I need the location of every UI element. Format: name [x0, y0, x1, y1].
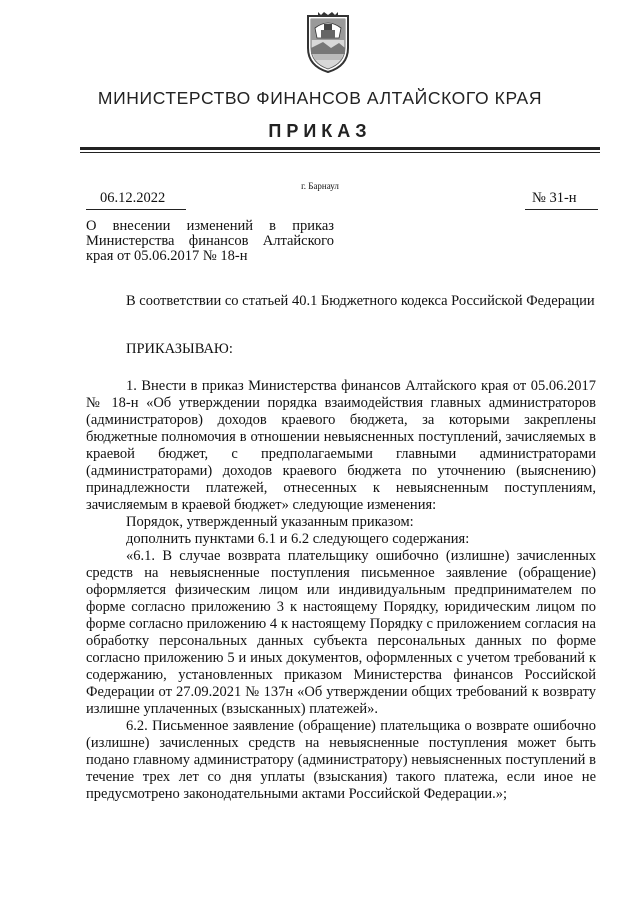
- legal-basis-paragraph: В соответствии со статьей 40.1 Бюджетного кодекса Российской Федерации: [126, 293, 595, 309]
- procedure-paragraph: Порядок, утвержденный указанным приказом:: [126, 514, 414, 530]
- ministry-name: МИНИСТЕРСТВО ФИНАНСОВ АЛТАЙСКОГО КРАЯ: [97, 88, 543, 108]
- order-number: № 31-н: [532, 190, 577, 206]
- date-underline: [86, 209, 186, 210]
- order-body: [86, 293, 596, 803]
- item-1-paragraph: 1. Внести в приказ Министерства финансов Алтайского края от 05.06.2017 № 18-н «Об утверждении порядка взаимодействия главных администраторов (администраторов) доходов краевого бюджета, за которыми закреплены бюджетные полномочия в отношении невыясненных поступлений, зачисляемых в краевой бюджет, с предполагаемыми главными администраторами (администраторами) доходов краевого бюджета по уточнению (выяснению) принадлежности платежей, отнесенных к невыясненным поступлениям, зачисляемым в краевой бюджет» следующие изменения:: [86, 378, 596, 513]
- item-6-1-paragraph: «6.1. В случае возврата плательщику ошибочно (излишне) зачисленных средств на невыясненные поступления письменное заявление (обращение) оформляется физическим лицом или индивидуальным предпринимателем по форме согласно приложению 3 к настоящему Порядку, юридическим лицом по форме согласно приложению 4 к настоящему Порядку с приложением согласия на обработку персональных данных субъекта персональных данных по форме согласно приложению 5 и иных документов, оформленных с учетом требований к содержанию, установленных приказом Министерства финансов Российской Федерации от 27.09.2021 № 137н «Об утверждении общих требований к возврату излишне уплаченных (взысканных) платежей».: [86, 548, 596, 717]
- header-divider-thick: [80, 147, 600, 150]
- order-word: ПРИКАЗЫВАЮ:: [126, 341, 233, 357]
- altai-krai-coat-of-arms-icon: [303, 10, 353, 74]
- order-title: ПРИКАЗ: [268, 121, 372, 141]
- city-label: г. Барнаул: [301, 181, 339, 191]
- order-date: 06.12.2022: [100, 190, 166, 206]
- order-subject: О внесении изменений в приказ Министерства финансов Алтайского края от 05.06.2017 № 18-н: [86, 218, 334, 264]
- supplement-paragraph: дополнить пунктами 6.1 и 6.2 следующего содержания:: [126, 531, 470, 547]
- number-underline: [525, 209, 598, 210]
- header-divider-thin: [80, 152, 600, 153]
- item-6-2-paragraph: 6.2. Письменное заявление (обращение) плательщика о возврате ошибочно (излишне) зачисленных средств на невыясненные поступления может быть подано главному администратору (администратору) невыясненных поступлений в течение трех лет со дня уплаты (взыскания) такого платежа, если иное не предусмотрено законодательными актами Российской Федерации.»;: [86, 718, 596, 802]
